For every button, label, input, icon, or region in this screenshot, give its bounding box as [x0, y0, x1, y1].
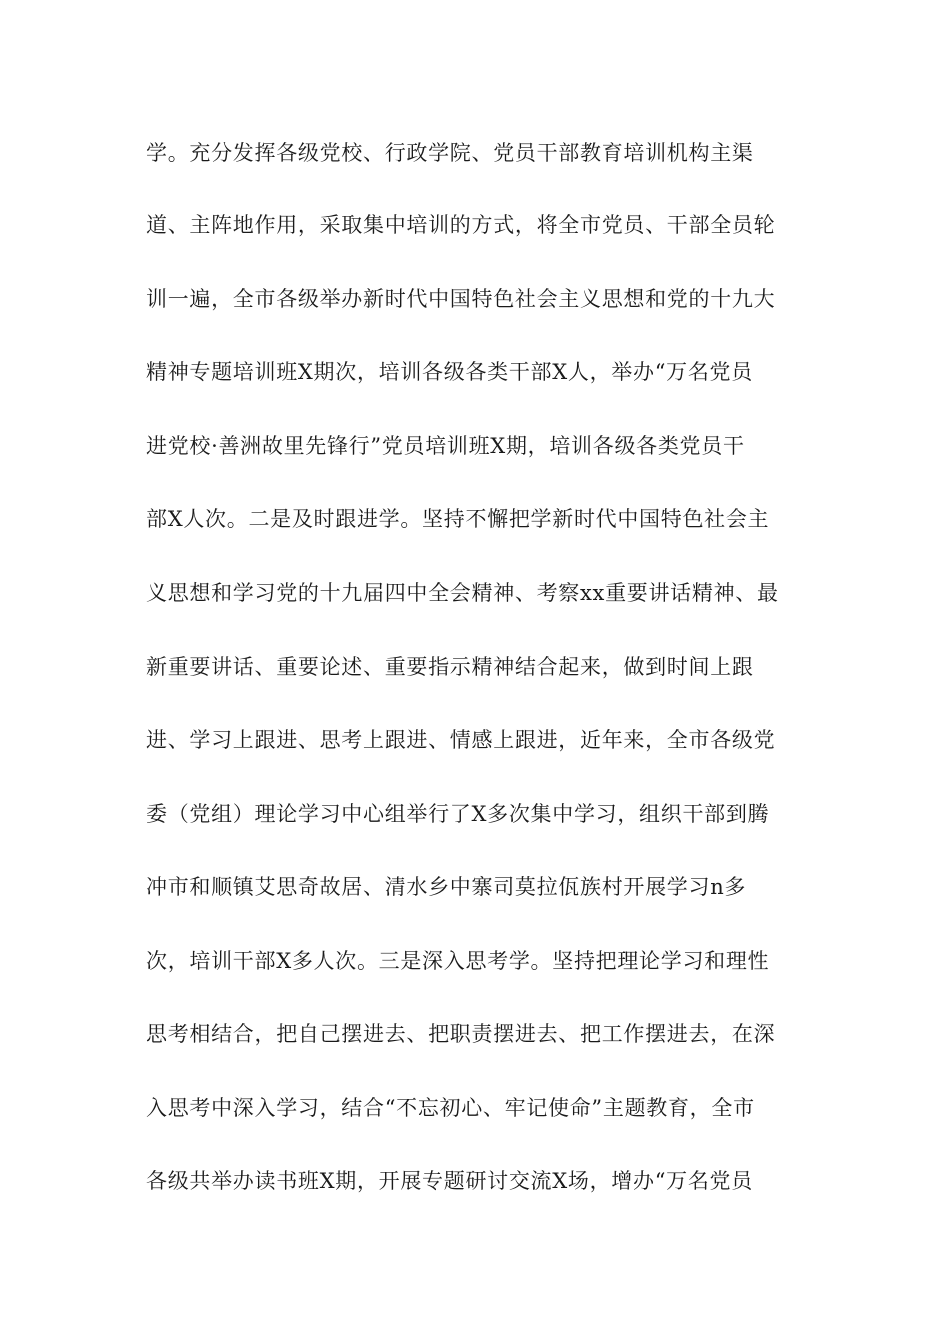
paragraph-line: 入思考中深入学习，结合“不忘初心、牢记使命”主题教育，全市 [146, 1096, 755, 1120]
paragraph-line: 进、学习上跟进、思考上跟进、情感上跟进，近年来，全市各级党 [146, 728, 776, 752]
paragraph-line: 道、主阵地作用，采取集中培训的方式，将全市党员、干部全员轮 [146, 213, 776, 237]
paragraph-line: 精神专题培训班X期次，培训各级各类干部X人，举办“万名党员 [146, 360, 753, 384]
paragraph-line: 学。充分发挥各级党校、行政学院、党员干部教育培训机构主渠 [146, 141, 754, 165]
paragraph-line: 委（党组）理论学习中心组举行了X多次集中学习，组织干部到腾 [146, 802, 770, 826]
paragraph-line: 新重要讲话、重要论述、重要指示精神结合起来，做到时间上跟 [146, 655, 754, 679]
paragraph-line: 义思想和学习党的十九届四中全会精神、考察xx重要讲话精神、最 [146, 581, 779, 605]
paragraph-line: 各级共举办读书班X期，开展专题研讨交流X场，增办“万名党员 [146, 1169, 753, 1193]
paragraph-line: 思考相结合，把自己摆进去、把职责摆进去、把工作摆进去，在深 [146, 1022, 776, 1046]
paragraph-line: 次，培训干部X多人次。三是深入思考学。坚持把理论学习和理性 [146, 949, 770, 973]
paragraph-line: 冲市和顺镇艾思奇故居、清水乡中寨司莫拉佤族村开展学习n多 [146, 875, 747, 899]
paragraph-line: 训一遍，全市各级举办新时代中国特色社会主义思想和党的十九大 [146, 287, 776, 311]
paragraph-line: 进党校·善洲故里先锋行”党员培训班X期，培训各级各类党员干 [146, 434, 745, 458]
paragraph-line: 部X人次。二是及时跟进学。坚持不懈把学新时代中国特色社会主 [146, 507, 770, 531]
